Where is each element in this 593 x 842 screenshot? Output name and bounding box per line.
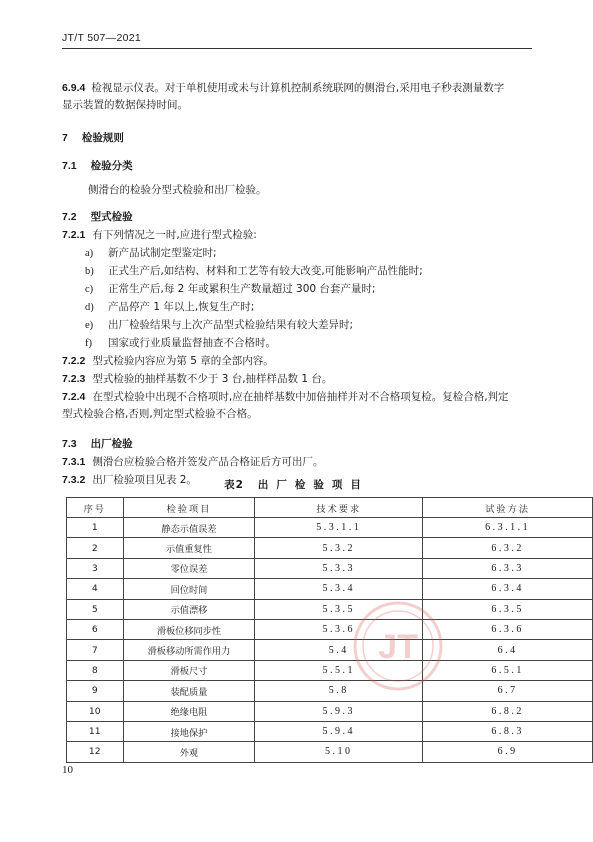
table-row bbox=[67, 599, 593, 619]
cell-method: 6.3.4 bbox=[423, 579, 593, 599]
cell-method: 6.8.3 bbox=[423, 721, 593, 741]
table-row bbox=[67, 660, 593, 680]
clause-number: 7.2.1 bbox=[62, 229, 86, 241]
clause-text: 型式检验内容应为第 5 章的全部内容。 bbox=[92, 355, 274, 367]
cell-item: 外观 bbox=[123, 742, 255, 762]
cell-requirement: 5.10 bbox=[255, 742, 423, 762]
cell-method: 6.9 bbox=[423, 742, 593, 762]
clause-number: 7.2.2 bbox=[62, 355, 86, 367]
table-row bbox=[67, 619, 593, 639]
cell-requirement: 5.9.3 bbox=[255, 701, 423, 721]
cell-item: 滑板位移同步性 bbox=[123, 619, 255, 639]
header-divider bbox=[62, 48, 532, 49]
cell-requirement: 5.3.3 bbox=[255, 558, 423, 578]
cell-requirement: 5.3.6 bbox=[255, 619, 423, 639]
cell-seq: 9 bbox=[67, 681, 124, 701]
table-number: 表2 bbox=[224, 479, 244, 491]
clause-6-9-4 bbox=[62, 80, 537, 97]
clause-7-2-1 bbox=[62, 227, 537, 244]
cell-seq: 1 bbox=[67, 518, 124, 538]
table-header-row bbox=[67, 498, 593, 518]
item-marker: d) bbox=[85, 302, 94, 313]
cell-item: 示值重复性 bbox=[123, 538, 255, 558]
section-title: 型式检验 bbox=[90, 211, 133, 223]
section-number: 7 bbox=[62, 132, 68, 144]
cell-requirement: 5.9.4 bbox=[255, 721, 423, 741]
table-row bbox=[67, 558, 593, 578]
clause-6-9-4-cont bbox=[62, 97, 537, 114]
column-header-seq: 序号 bbox=[67, 498, 124, 518]
cell-item: 静态示值误差 bbox=[123, 518, 255, 538]
column-header-method: 试验方法 bbox=[423, 498, 593, 518]
item-marker: e) bbox=[85, 320, 94, 331]
cell-seq: 7 bbox=[67, 640, 124, 660]
cell-method: 6.3.5 bbox=[423, 599, 593, 619]
cell-requirement: 5.3.5 bbox=[255, 599, 423, 619]
item-marker: b) bbox=[85, 266, 94, 277]
clause-number: 6.9.4 bbox=[62, 82, 86, 94]
item-text: 国家或行业质量监督抽查不合格时。 bbox=[108, 337, 276, 349]
cell-item: 滑板移动所需作用力 bbox=[123, 640, 255, 660]
standard-code: JT/T 507—2021 bbox=[62, 32, 141, 44]
list-item bbox=[85, 245, 217, 260]
section-7-heading bbox=[62, 130, 124, 145]
cell-item: 绝缘电阻 bbox=[123, 701, 255, 721]
cell-seq: 5 bbox=[67, 599, 124, 619]
clause-text: 有下列情况之一时,应进行型式检验: bbox=[92, 229, 257, 241]
section-title: 检验分类 bbox=[90, 160, 133, 172]
clause-text-line1: 在型式检验中出现不合格项时,应在抽样基数中加倍抽样并对不合格项复检。复检合格,判定 bbox=[92, 391, 509, 403]
table-row bbox=[67, 538, 593, 558]
watermark-text: JT bbox=[378, 628, 418, 666]
item-text: 正常生产后,每 2 年或累积生产数量超过 300 台套产量时; bbox=[108, 283, 376, 295]
cell-method: 6.3.1.1 bbox=[423, 518, 593, 538]
cell-method: 6.3.6 bbox=[423, 619, 593, 639]
item-text: 正式生产后,如结构、材料和工艺等有较大改变,可能影响产品性能时; bbox=[108, 265, 423, 277]
cell-method: 6.4 bbox=[423, 640, 593, 660]
inspection-items-table bbox=[66, 497, 593, 763]
clause-text-line2: 型式检验合格,否则,判定型式检验不合格。 bbox=[62, 408, 258, 420]
list-item bbox=[85, 335, 276, 350]
clause-text: 出厂检验项目见表 2。 bbox=[92, 474, 197, 486]
column-header-requirement: 技术要求 bbox=[255, 498, 423, 518]
clause-7-2-4-cont bbox=[62, 406, 537, 423]
cell-seq: 4 bbox=[67, 579, 124, 599]
table-row bbox=[67, 721, 593, 741]
cell-item: 装配质量 bbox=[123, 681, 255, 701]
clause-text: 型式检验的抽样基数不少于 3 台,抽样样品数 1 台。 bbox=[92, 373, 333, 385]
list-item bbox=[85, 299, 254, 314]
section-title: 出厂检验 bbox=[90, 438, 133, 450]
cell-method: 6.8.2 bbox=[423, 701, 593, 721]
item-marker: a) bbox=[85, 248, 94, 259]
clause-number: 7.2.4 bbox=[62, 391, 86, 403]
clause-text-line2: 显示装置的数据保持时间。 bbox=[62, 99, 188, 111]
page-number: 10 bbox=[62, 764, 73, 776]
cell-seq: 6 bbox=[67, 619, 124, 639]
item-text: 出厂检验结果与上次产品型式检验结果有较大差异时; bbox=[108, 319, 354, 331]
cell-method: 6.7 bbox=[423, 681, 593, 701]
section-title: 检验规则 bbox=[81, 132, 124, 144]
table-title: 出厂检验项目 bbox=[257, 479, 369, 491]
cell-requirement: 5.3.4 bbox=[255, 579, 423, 599]
clause-7-2-2 bbox=[62, 353, 537, 370]
item-text: 新产品试制定型鉴定时; bbox=[108, 247, 217, 259]
cell-item: 零位误差 bbox=[123, 558, 255, 578]
list-item bbox=[85, 281, 375, 296]
cell-item: 回位时间 bbox=[123, 579, 255, 599]
clause-number: 7.3.2 bbox=[62, 474, 86, 486]
column-header-item: 检验项目 bbox=[123, 498, 255, 518]
clause-7-2-4 bbox=[62, 389, 537, 406]
list-item bbox=[85, 317, 353, 332]
cell-method: 6.3.2 bbox=[423, 538, 593, 558]
jt-watermark-seal-icon bbox=[352, 600, 444, 692]
clause-7-3-1 bbox=[62, 454, 537, 471]
section-number: 7.3 bbox=[62, 438, 77, 450]
cell-seq: 3 bbox=[67, 558, 124, 578]
item-marker: c) bbox=[85, 284, 94, 295]
list-item bbox=[85, 263, 423, 278]
section-7-2-heading bbox=[62, 209, 133, 224]
section-number: 7.2 bbox=[62, 211, 77, 223]
cell-item: 滑板尺寸 bbox=[123, 660, 255, 680]
section-number: 7.1 bbox=[62, 160, 77, 172]
cell-seq: 10 bbox=[67, 701, 124, 721]
table-row bbox=[67, 640, 593, 660]
clause-text-line1: 检视显示仪表。对于单机使用或未与计算机控制系统联网的侧滑台,采用电子秒表测量数字 bbox=[91, 82, 505, 94]
cell-requirement: 5.8 bbox=[255, 681, 423, 701]
section-7-1-body: 侧滑台的检验分型式检验和出厂检验。 bbox=[88, 184, 267, 196]
table-row bbox=[67, 579, 593, 599]
table-row bbox=[67, 681, 593, 701]
clause-text: 侧滑台应检验合格并签发产品合格证后方可出厂。 bbox=[92, 456, 324, 468]
cell-requirement: 5.5.1 bbox=[255, 660, 423, 680]
item-text: 产品停产 1 年以上,恢复生产时; bbox=[108, 301, 255, 313]
section-7-1-heading bbox=[62, 158, 133, 173]
table-row bbox=[67, 518, 593, 538]
cell-method: 6.3.3 bbox=[423, 558, 593, 578]
clause-number: 7.2.3 bbox=[62, 373, 86, 385]
cell-method: 6.5.1 bbox=[423, 660, 593, 680]
item-marker: f) bbox=[85, 338, 92, 349]
cell-requirement: 5.3.2 bbox=[255, 538, 423, 558]
table-caption bbox=[120, 477, 473, 492]
cell-seq: 2 bbox=[67, 538, 124, 558]
table-row bbox=[67, 742, 593, 762]
cell-seq: 11 bbox=[67, 721, 124, 741]
table-row bbox=[67, 701, 593, 721]
cell-requirement: 5.4 bbox=[255, 640, 423, 660]
clause-7-2-3 bbox=[62, 371, 537, 388]
cell-seq: 8 bbox=[67, 660, 124, 680]
cell-item: 示值漂移 bbox=[123, 599, 255, 619]
cell-item: 接地保护 bbox=[123, 721, 255, 741]
section-7-3-heading bbox=[62, 436, 133, 451]
cell-seq: 12 bbox=[67, 742, 124, 762]
clause-number: 7.3.1 bbox=[62, 456, 86, 468]
cell-requirement: 5.3.1.1 bbox=[255, 518, 423, 538]
